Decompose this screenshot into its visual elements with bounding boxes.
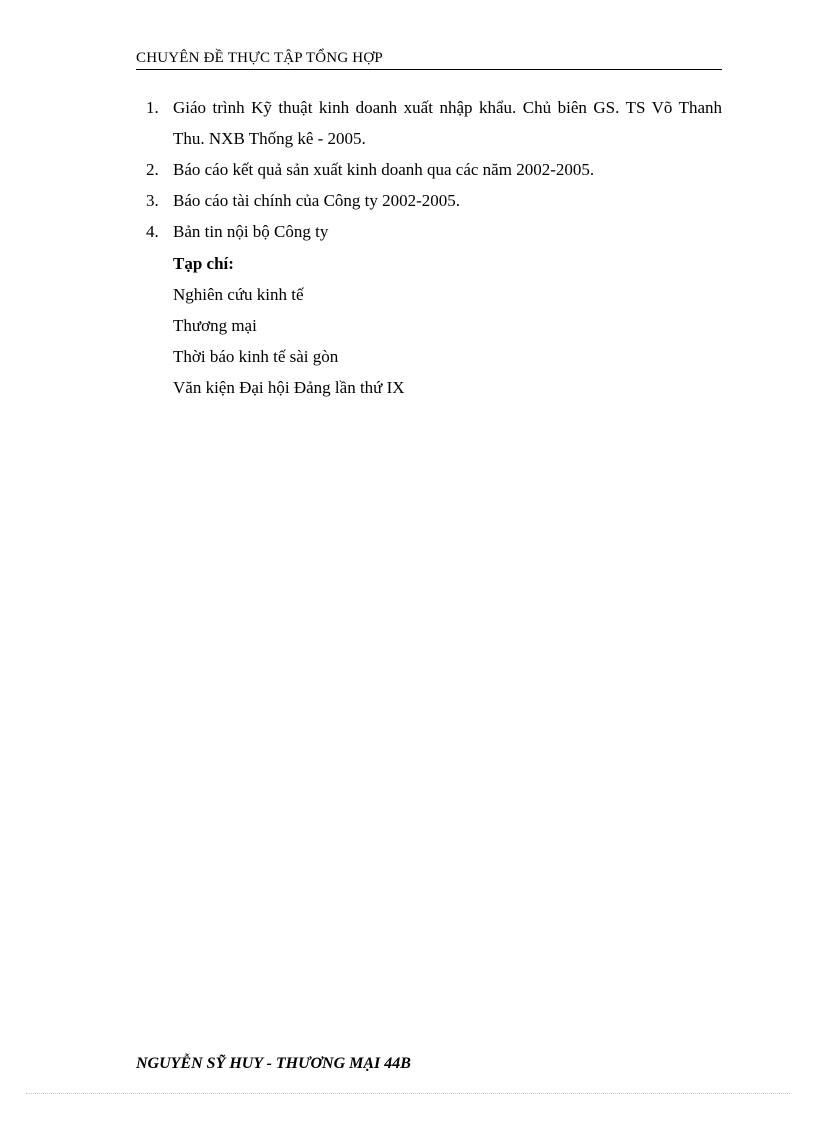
reference-list	[146, 92, 722, 247]
reference-text: Báo cáo tài chính của Công ty 2002-2005.	[173, 191, 461, 210]
page-header: CHUYÊN ĐỀ THỰC TẬP TỔNG HỢP	[136, 50, 722, 70]
journals-title: Tạp chí:	[173, 254, 234, 273]
reference-item	[146, 92, 722, 154]
reference-text: Bản tin nội bộ Công ty	[173, 222, 329, 241]
reference-item	[146, 185, 722, 216]
page-footer: NGUYỄN SỸ HUY - THƯƠNG MẠI 44B	[136, 1055, 411, 1072]
reference-number: 3.	[146, 191, 159, 210]
reference-item	[146, 216, 722, 247]
journals-section	[173, 248, 405, 403]
reference-number: 1.	[146, 98, 159, 117]
reference-text: Giáo trình Kỹ thuật kinh doanh xuất nhập khẩu. Chủ biên GS. TS Võ Thanh Thu. NXB Thống kê - 2005.	[173, 98, 722, 148]
reference-text: Báo cáo kết quả sản xuất kinh doanh qua các năm 2002-2005.	[173, 160, 595, 179]
page-bottom-divider	[26, 1093, 790, 1094]
journal-item: Nghiên cứu kinh tế	[173, 285, 304, 304]
reference-number: 2.	[146, 160, 159, 179]
journal-item: Thời báo kinh tế sài gòn	[173, 347, 339, 366]
reference-item	[146, 154, 722, 185]
reference-number: 4.	[146, 222, 159, 241]
journal-item: Thương mại	[173, 316, 257, 335]
journal-item: Văn kiện Đại hội Đảng lần thứ IX	[173, 378, 405, 397]
